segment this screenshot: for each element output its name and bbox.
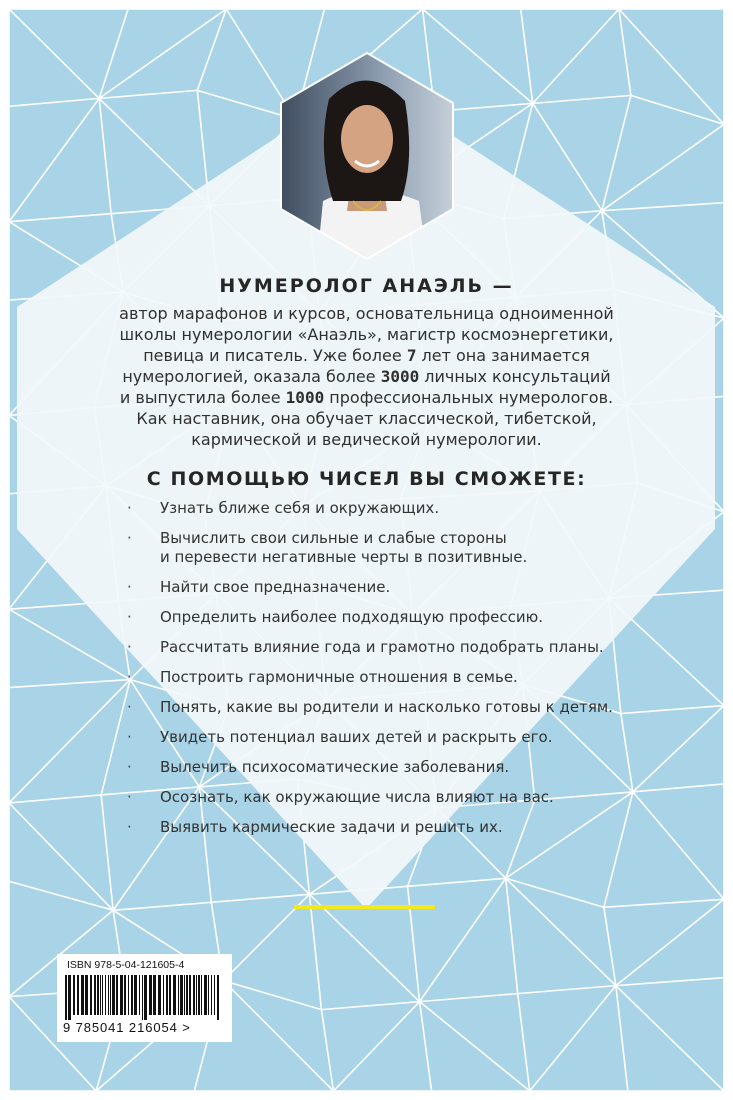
bio-line: школы нумерологии «Анаэль», магистр космоэнергетики, <box>119 325 614 344</box>
bio-text: профессиональных нумерологов. <box>324 388 614 407</box>
bullet-icon: · <box>127 788 132 806</box>
bio-line: кармической и ведической нумерологии. <box>191 430 542 449</box>
list-item <box>127 529 717 567</box>
bullet-icon: · <box>127 728 132 746</box>
list-item-text: Понять, какие вы родители и насколько готовы к детям. <box>160 698 613 716</box>
bullet-icon: · <box>127 758 132 776</box>
bio-number: 7 <box>406 346 417 365</box>
bio-line: Как наставник, она обучает классической, тибетской, <box>136 409 597 428</box>
bio-line <box>120 388 613 407</box>
bio-text: личных консультаций <box>419 367 611 386</box>
bullet-icon: · <box>127 608 132 626</box>
bullet-icon: · <box>127 529 132 547</box>
benefits-heading: С ПОМОЩЬЮ ЧИСЕЛ ВЫ СМОЖЕТЕ: <box>146 468 587 490</box>
bio-line <box>143 346 590 365</box>
bio-line: автор марафонов и курсов, основательница одноименной <box>119 304 614 323</box>
book-back-cover <box>9 9 724 1091</box>
yellow-accent-line <box>294 905 435 909</box>
list-item-text: Найти свое предназначение. <box>160 578 391 596</box>
list-item-text: Построить гармоничные отношения в семье. <box>160 668 518 686</box>
list-item <box>127 638 717 657</box>
list-item <box>127 758 717 777</box>
author-heading: НУМЕРОЛОГ АНАЭЛЬ — <box>219 275 514 297</box>
bio-text: и выпустила более <box>119 388 286 407</box>
bio-text: лет она занимается <box>416 346 590 365</box>
bullet-icon: · <box>127 698 132 716</box>
bullet-icon: · <box>127 668 132 686</box>
list-item-text: и перевести негативные черты в позитивные. <box>160 548 528 566</box>
bullet-icon: · <box>127 638 132 656</box>
bullet-icon: · <box>127 578 132 596</box>
list-item <box>127 499 717 518</box>
isbn-text: ISBN 978-5-04-121605-4 <box>67 959 185 971</box>
bio-text: нумерологией, оказала более <box>122 367 381 386</box>
bio-number: 3000 <box>380 367 420 386</box>
list-item-text: Увидеть потенциал ваших детей и раскрыть его. <box>160 728 553 746</box>
list-item-text: Рассчитать влияние года и грамотно подобрать планы. <box>160 638 604 656</box>
author-bio <box>49 303 684 450</box>
list-item-text: Определить наиболее подходящую профессию. <box>160 608 544 626</box>
list-item <box>127 578 717 597</box>
bullet-icon: · <box>127 499 132 517</box>
bio-number: 1000 <box>285 388 325 407</box>
author-portrait-icon <box>277 51 457 261</box>
bio-line <box>122 367 610 386</box>
list-item-text: Узнать ближе себя и окружающих. <box>160 499 440 517</box>
list-item <box>127 818 717 837</box>
list-item <box>127 788 717 807</box>
list-item-text: Вылечить психосоматические заболевания. <box>160 758 510 776</box>
benefits-list <box>127 499 717 848</box>
list-item <box>127 698 717 717</box>
barcode-icon <box>65 975 223 1020</box>
bio-text: певица и писатель. Уже более <box>143 346 407 365</box>
list-item <box>127 728 717 747</box>
list-item-text: Выявить кармические задачи и решить их. <box>160 818 503 836</box>
barcode-label <box>57 954 232 1042</box>
barcode-digits: 9 785041 216054 > <box>63 1020 191 1035</box>
list-item <box>127 608 717 627</box>
bullet-icon: · <box>127 818 132 836</box>
list-item <box>127 668 717 687</box>
list-item-text: Вычислить свои сильные и слабые стороны <box>160 529 507 547</box>
list-item-text: Осознать, как окружающие числа влияют на вас. <box>160 788 554 806</box>
